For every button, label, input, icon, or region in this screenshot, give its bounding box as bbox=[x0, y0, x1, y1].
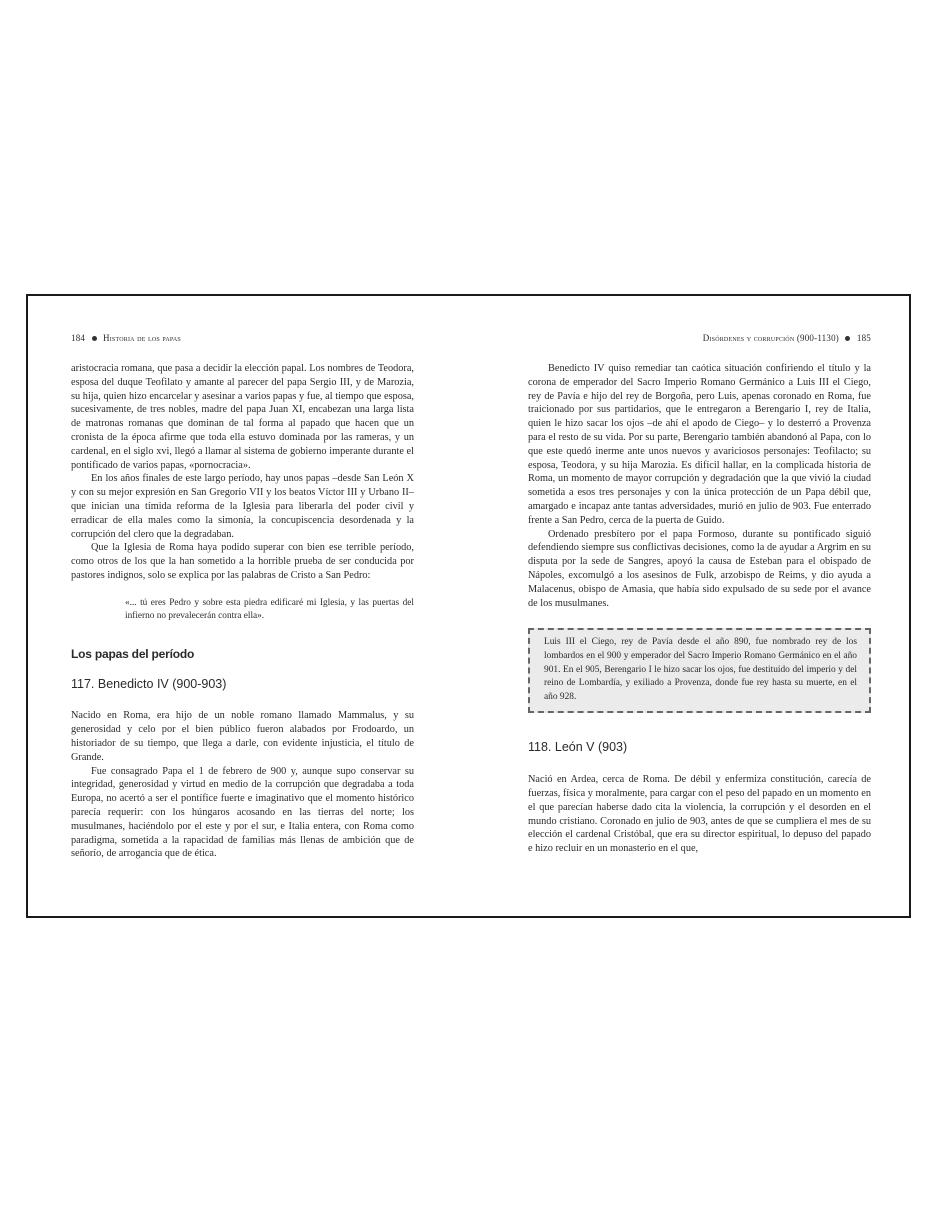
paragraph: Benedicto IV quiso remediar tan caótica situación confiriendo el título y la corona de emperador del Sacro Imperio Romano Germánico a Luis III el Ciego, rey de Pavía e hijo del rey de Borgoña, pero Luis, apenas coronado en Roma, fue traicionado por sus partidarios, que le entregaron a Berengario I, rey de Italia, quien le hizo sacar los ojos –de ahí el apodo de Ciego– y lo desterró a Provenza para el resto de su vida. Por su parte, Berengario también abandonó al Papa, con lo que este quedó inerme ante unos nuevos y avariciosos personajes: Teofilacto; su esposa, Teodora, y su hija Marozia. Es difícil hallar, en la complicada historia de Roma, un momento de mayor corrupción y degradación que la que vivió la ciudad sometida a esos tres personajes y con la única protección de un Papa débil que, amargado e incapaz ante tantas adversidades, murió en julio de 903. Fue enterrado frente a San Pedro, cerca de la puerta de Guido. bbox=[528, 363, 871, 526]
running-title: Historia de los papas bbox=[103, 333, 181, 343]
subheading: 118. León V (903) bbox=[528, 740, 628, 755]
paragraph: Ordenado presbítero por el papa Formoso, durante su pontificado siguió defendiendo siempre sus conflictivas decisiones, como la de ayudar a Argrim en su disputa por la sede de Sangres, apoyó la causa de Esteban para el obispado de Nápoles, excomulgó a los asesinos de Fulk, arzobispo de Reims, y dio ayuda a Malacenus, obispo de Amasia, que había sido expulsado de su sede por el avance de los musulmanes. bbox=[528, 528, 871, 609]
paragraph: Fue consagrado Papa el 1 de febrero de 900 y, aunque supo conservar su integridad, generosidad y virtud en medio de la corrupción que degradaba a toda Europa, no acertó a ser el pontífice fuerte e imaginativo que el momento histórico parecía requerir: con los húngaros acosando en las tierras del norte; los musulmanes, haciéndolo por el este y por el sur, e Italia entera, con Roma como paradigma, sometida a la rapacidad de familias más llenas de ambición que de señorío, de arrogancia que de ética. bbox=[71, 765, 414, 860]
note-box: Luis III el Ciego, rey de Pavía desde el año 890, fue nombrado rey de los lombardos en el 900 y emperador del Sacro Imperio Romano Germánico en el año 901. En el 905, Berengario I le hizo sacar los ojos, fue destituido del imperio y del reino de Lombardía, y exiliado a Provenza, donde fue rey hasta su muerte, en el año 928. bbox=[528, 628, 871, 713]
paragraph: Nacido en Roma, era hijo de un noble romano llamado Mammalus, y su generosidad y celo por el bien público fueron alabados por Frodoardo, un historiador de su tiempo, que llega a darle, con evidente injusticia, el título de Grande. bbox=[71, 710, 414, 763]
left-page bbox=[71, 332, 414, 861]
book-spread bbox=[26, 294, 911, 918]
paragraph: aristocracia romana, que pasa a decidir la elección papal. Los nombres de Teodora, esposa del duque Teofilato y amante al parecer del papa Sergio III, y de Marozia, su hija, quien hizo encarcelar y asesinar a varios papas y fue, al tiempo que esposa, sucesivamente, de tres nobles, madre del papa Juan XI, encabezan una larga lista de matronas romanas que dominan de tal forma al papado que hacen que un cronista de la época afirme que toda ella estuvo dominada por las rameras, y un cardenal, en el siglo xvi, llegó a llamar al sistema de gobierno imperante durante el pontificado de varios papas, «pornocracia». bbox=[71, 363, 414, 471]
bullet-icon bbox=[92, 336, 97, 341]
section-heading: Los papas del período bbox=[71, 646, 195, 661]
running-title: Disórdenes y corrupción (900-1130) bbox=[702, 333, 839, 343]
bullet-icon bbox=[845, 336, 850, 341]
running-header-left bbox=[71, 332, 414, 346]
right-page bbox=[528, 332, 871, 856]
block-quote: «... tú eres Pedro y sobre esta piedra edificaré mi Iglesia, y las puertas del infierno no prevalecerán contra ella». bbox=[125, 597, 414, 622]
page-number: 184 bbox=[71, 333, 86, 343]
paragraph: Que la Iglesia de Roma haya podido superar con bien ese terrible período, como otros de los que la han sometido a la horrible prueba de ser conducida por pastores indignos, solo se explica por las palabras de Cristo a San Pedro: bbox=[71, 542, 414, 581]
page-number: 185 bbox=[856, 333, 871, 343]
running-header-right bbox=[528, 332, 871, 346]
paragraph: En los años finales de este largo período, hay unos papas –desde San León X y con su mejor expresión en San Gregorio VII y los beatos Víctor III y Urbano II– que inician una tímida reforma de la Iglesia para liberarla del poder civil y erradicar de ella males como la simonía, la concupiscencia desordenada y la corrupción del clero que la degradaban. bbox=[71, 473, 414, 540]
subheading: 117. Benedicto IV (900-903) bbox=[71, 676, 227, 691]
paragraph: Nació en Ardea, cerca de Roma. De débil y enfermiza constitución, carecía de fuerzas, física y moralmente, para cargar con el peso del papado en un momento en el que parecían haberse dado cita la violencia, la corrupción y el desorden en el mundo cristiano. Coronado en julio de 903, antes de que se cumpliera el mes de su elección el cardenal Cristóbal, que era su director espiritual, lo depuso del papado e hizo recluir en un monasterio en el que, bbox=[528, 774, 871, 855]
